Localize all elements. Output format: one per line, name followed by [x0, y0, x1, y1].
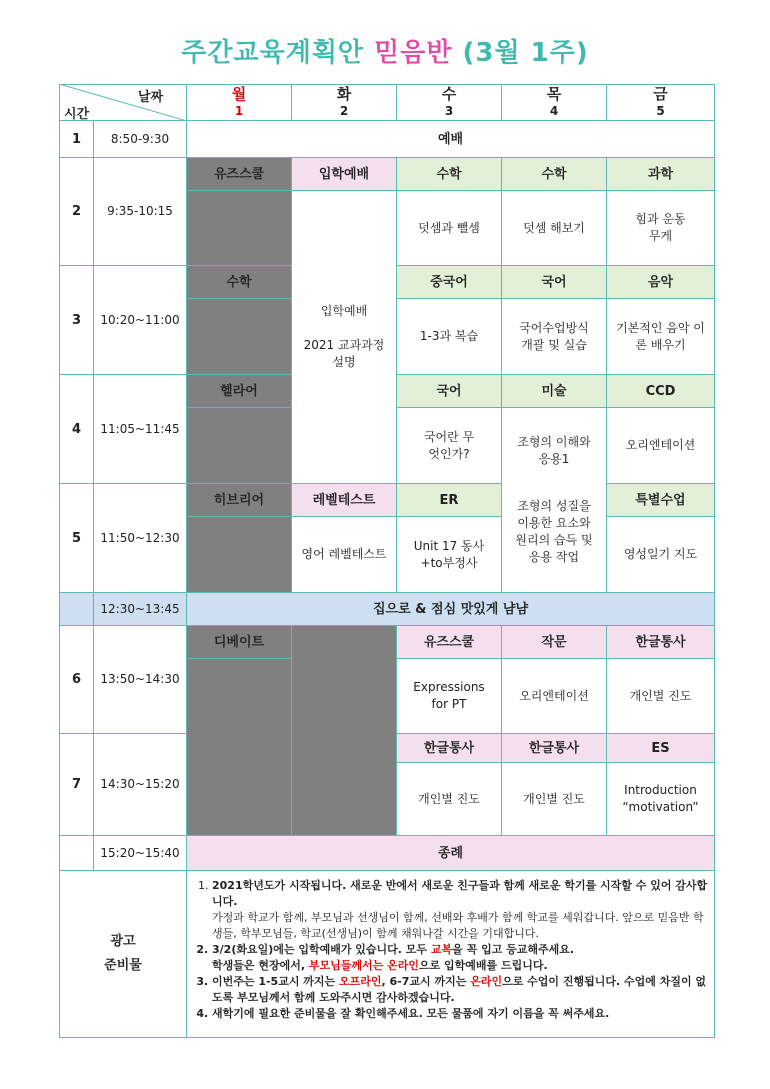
- wed-p7-body: 개인별 진도: [396, 762, 502, 836]
- thu-p6-subject: 작문: [501, 625, 607, 659]
- day-header-mon: [186, 84, 292, 121]
- notice-2c: 학생들은 현장에서,: [212, 959, 309, 972]
- fri-p3-subject: 음악: [606, 265, 715, 299]
- period-no: 4: [59, 374, 94, 484]
- day-date: 5: [656, 103, 665, 118]
- notice-item: [212, 974, 708, 1006]
- period-no: 6: [59, 625, 94, 734]
- fri-p5-body: 영성일기 지도: [606, 516, 715, 593]
- period-time: 10:20~11:00: [93, 265, 187, 375]
- notice-2a: 3/2(화요일)에는 입학예배가 있습니다. 모두: [212, 943, 431, 956]
- tue-body-line2: 2021 교과과정 설명: [303, 338, 385, 369]
- corner-date-label: 날짜: [138, 90, 164, 105]
- tue-body-line1: 입학예배: [320, 304, 368, 318]
- day-date: 3: [444, 103, 454, 118]
- tue-p6-body: [291, 625, 397, 836]
- tue-ceremony-body: [291, 190, 397, 484]
- mon-p4-body: [186, 407, 292, 484]
- period-no: 5: [59, 483, 94, 593]
- tue-p5-subject: 레벨테스트: [291, 483, 397, 517]
- thu-p7-subject: 한글통사: [501, 733, 607, 763]
- dismissal-row: 종례: [186, 835, 715, 871]
- lunch-row: 집으로 & 점심 맛있게 냠냠: [186, 592, 715, 626]
- day-header-thu: [501, 84, 607, 121]
- thu-p4-body: 조형의 이해와 응용1: [517, 435, 591, 466]
- fri-p5-subject: 특별수업: [606, 483, 715, 517]
- title-class: 믿음반: [374, 38, 453, 68]
- thu-art-body: [501, 407, 607, 593]
- period-no: [59, 592, 94, 626]
- mon-p2-subject: 유즈스쿨: [186, 157, 292, 191]
- notice-2-highlight1: 교복: [430, 943, 453, 956]
- day-header-wed: [396, 84, 502, 121]
- thu-p7-body: 개인별 진도: [501, 762, 607, 836]
- title-week: (3월 1주): [462, 38, 589, 68]
- thu-p5-body: 조형의 성질을 이용한 요소와 원리의 습득 및 응용 작업: [515, 499, 593, 564]
- period-no: 7: [59, 733, 94, 836]
- notice-2b: 을 꼭 입고 등교해주세요.: [452, 943, 575, 956]
- period-no: [59, 835, 94, 871]
- notice-3-highlight1: 오프라인: [339, 975, 382, 988]
- day-name: 수: [441, 84, 457, 103]
- notice-1b: 가정과 학교가 함께, 부모님과 선생님이 함께, 선배와 후배가 함께 학교를 세워갑니다. 앞으로 믿음반 학생들, 학부모님들, 학교(선생님)이 함께 채워나갈 시간을 기대합니다.: [212, 911, 704, 940]
- title-main: 주간교육계획안: [181, 38, 365, 68]
- notice-2-highlight2: 부모님들께서는 온라인: [308, 959, 419, 972]
- day-header-tue: [291, 84, 397, 121]
- fri-p3-body: 기본적인 음악 이론 배우기: [606, 298, 715, 375]
- wed-p2-body: 덧셈과 뺄셈: [396, 190, 502, 266]
- fri-p2-subject: 과학: [606, 157, 715, 191]
- wed-p5-body: Unit 17 동사+to부정사: [396, 516, 502, 593]
- period-time: 12:30~13:45: [93, 592, 187, 626]
- wed-p6-subject: 유즈스쿨: [396, 625, 502, 659]
- notice-label: [59, 870, 187, 1038]
- wed-p4-subject: 국어: [396, 374, 502, 408]
- fri-p2-body: 힘과 운동 무게: [606, 190, 715, 266]
- thu-p3-subject: 국어: [501, 265, 607, 299]
- fri-p7-body: Introduction “motivation”: [606, 762, 715, 836]
- day-name: 화: [336, 84, 352, 103]
- notice-3a: 이번주는 1-5교시 까지는: [212, 975, 339, 988]
- day-name: 금: [653, 84, 668, 103]
- period-time: 11:50~12:30: [93, 483, 187, 593]
- fri-p4-subject: CCD: [606, 374, 715, 408]
- day-header-fri: [606, 84, 715, 121]
- mon-p4-subject: 헬라어: [186, 374, 292, 408]
- period-time: 11:05~11:45: [93, 374, 187, 484]
- day-name: 월: [231, 84, 247, 103]
- thu-p2-body: 덧셈 해보기: [501, 190, 607, 266]
- notice-4: 새학기에 필요한 준비물을 잘 확인해주세요. 모든 물품에 자기 이름을 꼭 써주세요.: [212, 1007, 610, 1020]
- day-name: 목: [546, 84, 562, 103]
- mon-p6-body: [186, 658, 292, 836]
- mon-p6-subject: 디베이트: [186, 625, 292, 659]
- notice-3b: , 6-7교시 까지는: [381, 975, 471, 988]
- fri-p6-subject: 한글통사: [606, 625, 715, 659]
- notice-item: [212, 878, 708, 942]
- fri-p4-body: 오리엔테이션: [606, 407, 715, 484]
- mon-p5-subject: 히브리어: [186, 483, 292, 517]
- period-time: 9:35-10:15: [93, 157, 187, 266]
- wed-p3-subject: 중국어: [396, 265, 502, 299]
- wed-p2-subject: 수학: [396, 157, 502, 191]
- tue-p5-body: 영어 레벨테스트: [291, 516, 397, 593]
- mon-p5-body: [186, 516, 292, 593]
- wed-p6-body: Expressions for PT: [396, 658, 502, 734]
- mon-p3-subject: 수학: [186, 265, 292, 299]
- period-time: 14:30~15:20: [93, 733, 187, 836]
- wed-p5-subject: ER: [396, 483, 502, 517]
- period-no: 2: [59, 157, 94, 266]
- notice-item: [212, 942, 708, 974]
- thu-p6-body: 오리엔테이션: [501, 658, 607, 734]
- day-date: 2: [339, 103, 349, 118]
- period-time: 8:50-9:30: [93, 120, 187, 158]
- notice-label-supplies: 준비물: [104, 958, 142, 973]
- period-no: 1: [59, 120, 94, 158]
- notice-3-highlight2: 온라인: [470, 975, 503, 988]
- day-date: 4: [549, 103, 559, 118]
- notice-2d: 으로 입학예배를 드립니다.: [418, 959, 548, 972]
- notice-label-ad: 광고: [110, 934, 136, 949]
- notice-item: [212, 1006, 708, 1022]
- corner-time-label: 시간: [64, 107, 90, 122]
- wed-p7-subject: 한글통사: [396, 733, 502, 763]
- period-no: 3: [59, 265, 94, 375]
- fri-p6-body: 개인별 진도: [606, 658, 715, 734]
- mon-p3-body: [186, 298, 292, 375]
- notice-3c: 으로 수업이 진행됩니다. 수업에 차질이 없도록 부모님께서 함께 도와주시면 감사하겠습니다.: [212, 975, 707, 1004]
- wed-p4-body: 국어란 무엇인가?: [396, 407, 502, 484]
- thu-p2-subject: 수학: [501, 157, 607, 191]
- notice-1a: 2021학년도가 시작됩니다. 새로운 반에서 새로운 친구들과 함께 새로운 학기를 시작할 수 있어 감사합니다.: [212, 879, 708, 908]
- worship-row: 예배: [186, 120, 715, 158]
- fri-p7-subject: ES: [606, 733, 715, 763]
- mon-p2-body: [186, 190, 292, 266]
- period-time: 13:50~14:30: [93, 625, 187, 734]
- thu-p3-body: 국어수업방식 개괄 및 실습: [501, 298, 607, 375]
- thu-p4-subject: 미술: [501, 374, 607, 408]
- notice-list: [186, 870, 714, 1038]
- period-time: 15:20~15:40: [93, 835, 187, 871]
- day-date: 1: [234, 103, 244, 118]
- wed-p3-body: 1-3과 복습: [396, 298, 502, 375]
- tue-p2-subject: 입학예배: [291, 157, 397, 191]
